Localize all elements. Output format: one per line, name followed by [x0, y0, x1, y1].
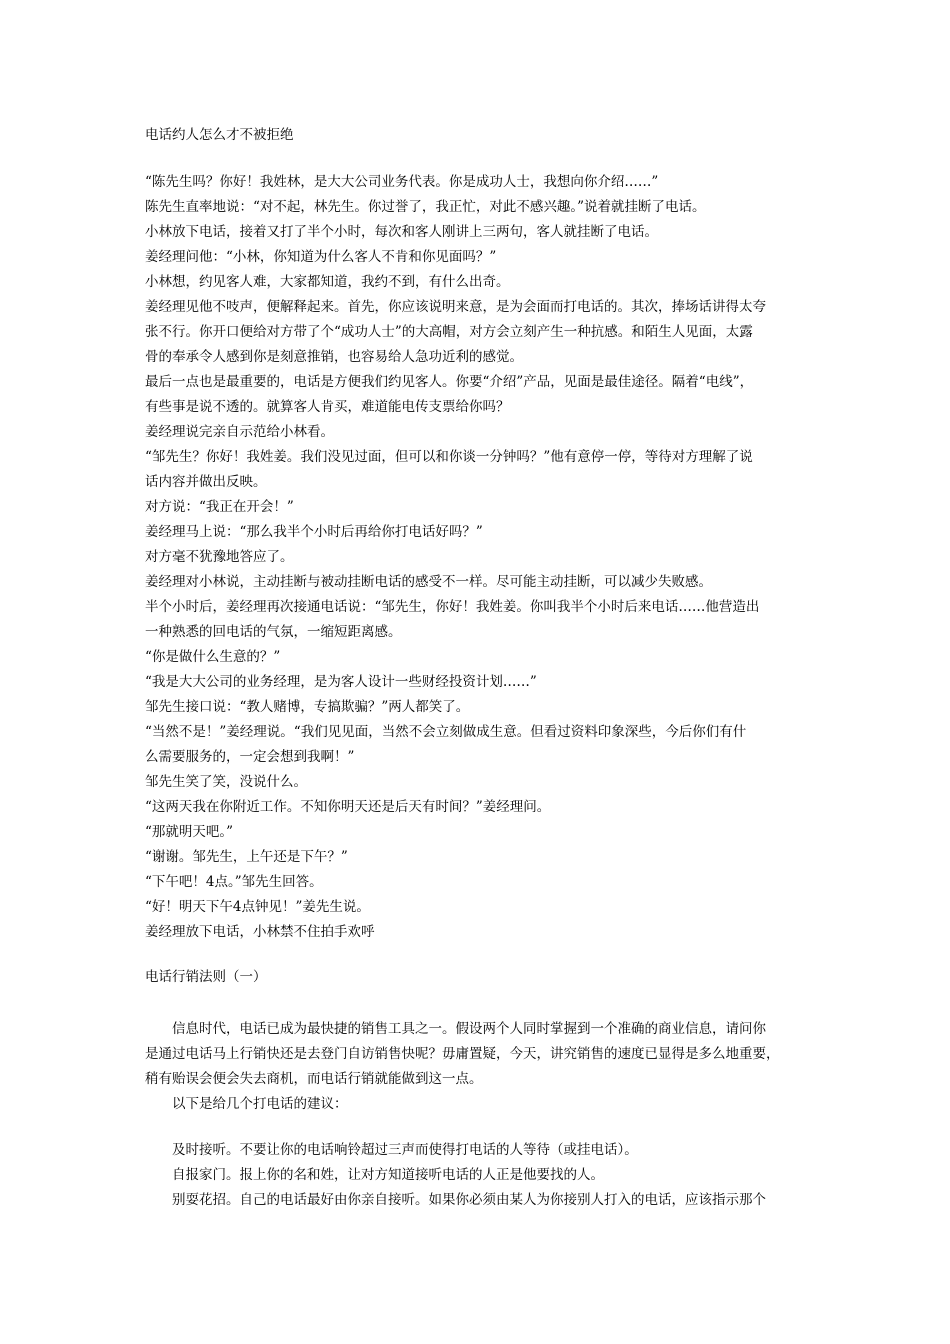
story-line: 有些事是说不透的。就算客人肯买，难道能电传支票给你吗？: [145, 399, 510, 415]
intro-line: 以下是给几个打电话的建议：: [145, 1096, 348, 1112]
story-line: 陈先生直率地说：“对不起，林先生。你过誉了，我正忙，对此不感兴趣。”说着就挂断了电话。: [145, 199, 706, 215]
story-line: 张不行。你开口便给对方带了个“成功人士”的大高帽，对方会立刻产生一种抗感。和陌生人见面，太露: [145, 324, 753, 340]
story-line: 对方说：“我正在开会！”: [145, 499, 294, 515]
story-line: “谢谢。邹先生，上午还是下午？”: [145, 849, 348, 865]
tip-item: 自报家门。报上你的名和姓，让对方知道接听电话的人正是他要找的人。: [145, 1167, 604, 1183]
story-line: 姜经理马上说：“那么我半个小时后再给你打电话好吗？”: [145, 524, 483, 540]
story-line: 话内容并做出反映。: [145, 474, 267, 490]
section-title-phone-appointment: 电话约人怎么才不被拒绝: [145, 127, 294, 143]
story-line: “我是大大公司的业务经理，是为客人设计一些财经投资计划……”: [145, 674, 537, 690]
story-line: 最后一点也是最重要的，电话是方便我们约见客人。你要“介绍”产品，见面是最佳途径。隔着“电线”，: [145, 374, 754, 390]
intro-line: 稍有贻误会便会失去商机，而电话行销就能做到这一点。: [145, 1071, 483, 1087]
story-line: 邹先生接口说：“教人赌博，专搞欺骗？”两人都笑了。: [145, 699, 470, 715]
tip-item: 别耍花招。自己的电话最好由你亲自接听。如果你必须由某人为你接别人打入的电话，应该指示那个: [145, 1192, 766, 1208]
story-line: 半个小时后，姜经理再次接通电话说：“邹先生，你好！我姓姜。你叫我半个小时后来电话……他营造出: [145, 599, 760, 615]
story-line: 姜经理说完亲自示范给小林看。: [145, 424, 334, 440]
story-line: “好！明天下午4点钟见！”姜先生说。: [145, 899, 370, 915]
story-line: “邹先生？你好！我姓姜。我们没见过面，但可以和你谈一分钟吗？”他有意停一停，等待对方理解了说: [145, 449, 753, 465]
story-line: 一种熟悉的回电话的气氛，一缩短距离感。: [145, 624, 402, 640]
story-line: 姜经理对小林说，主动挂断与被动挂断电话的感受不一样。尽可能主动挂断，可以减少失败感。: [145, 574, 712, 590]
story-line: 么需要服务的，一定会想到我啊！”: [145, 749, 355, 765]
story-line: 骨的奉承令人感到你是刻意推销，也容易给人急功近利的感觉。: [145, 349, 523, 365]
tips-list: [145, 1138, 815, 1213]
story-line: “你是做什么生意的？”: [145, 649, 281, 665]
section-title-phone-marketing-rules: 电话行销法则（一）: [145, 969, 267, 985]
intro-line: 是通过电话马上行销快还是去登门自访销售快呢？毋庸置疑，今天，讲究销售的速度已显得是多么地重要，: [145, 1046, 780, 1062]
story-line: “当然不是！”姜经理说。“我们见见面，当然不会立刻做成生意。但看过资料印象深些，今后你们有什: [145, 724, 747, 740]
intro-paragraphs: [145, 1017, 815, 1117]
tip-item: 及时接听。不要让你的电话响铃超过三声而使得打电话的人等待（或挂电话）。: [145, 1142, 638, 1158]
story-line: 小林放下电话，接着又打了半个小时，每次和客人刚讲上三两句，客人就挂断了电话。: [145, 224, 658, 240]
story-line: 对方毫不犹豫地答应了。: [145, 549, 294, 565]
story-line: “那就明天吧。”: [145, 824, 234, 840]
story-line: “陈先生吗？你好！我姓林，是大大公司业务代表。你是成功人士，我想向你介绍……”: [145, 174, 659, 190]
story-line: “这两天我在你附近工作。不知你明天还是后天有时间？”姜经理问。: [145, 799, 551, 815]
story-paragraphs: [145, 170, 815, 945]
intro-line: 信息时代，电话已成为最快捷的销售工具之一。假设两个人同时掌握到一个准确的商业信息，请问你: [145, 1021, 766, 1037]
story-line: 姜经理见他不吱声，便解释起来。首先，你应该说明来意，是为会面而打电话的。其次，捧场话讲得太夸: [145, 299, 766, 315]
story-line: 邹先生笑了笑，没说什么。: [145, 774, 307, 790]
story-line: “下午吧！4点。”邹先生回答。: [145, 874, 323, 890]
story-line: 小林想，约见客人难，大家都知道，我约不到，有什么出奇。: [145, 274, 510, 290]
story-line: 姜经理放下电话，小林禁不住拍手欢呼: [145, 924, 375, 940]
story-line: 姜经理问他：“小林，你知道为什么客人不肯和你见面吗？”: [145, 249, 497, 265]
